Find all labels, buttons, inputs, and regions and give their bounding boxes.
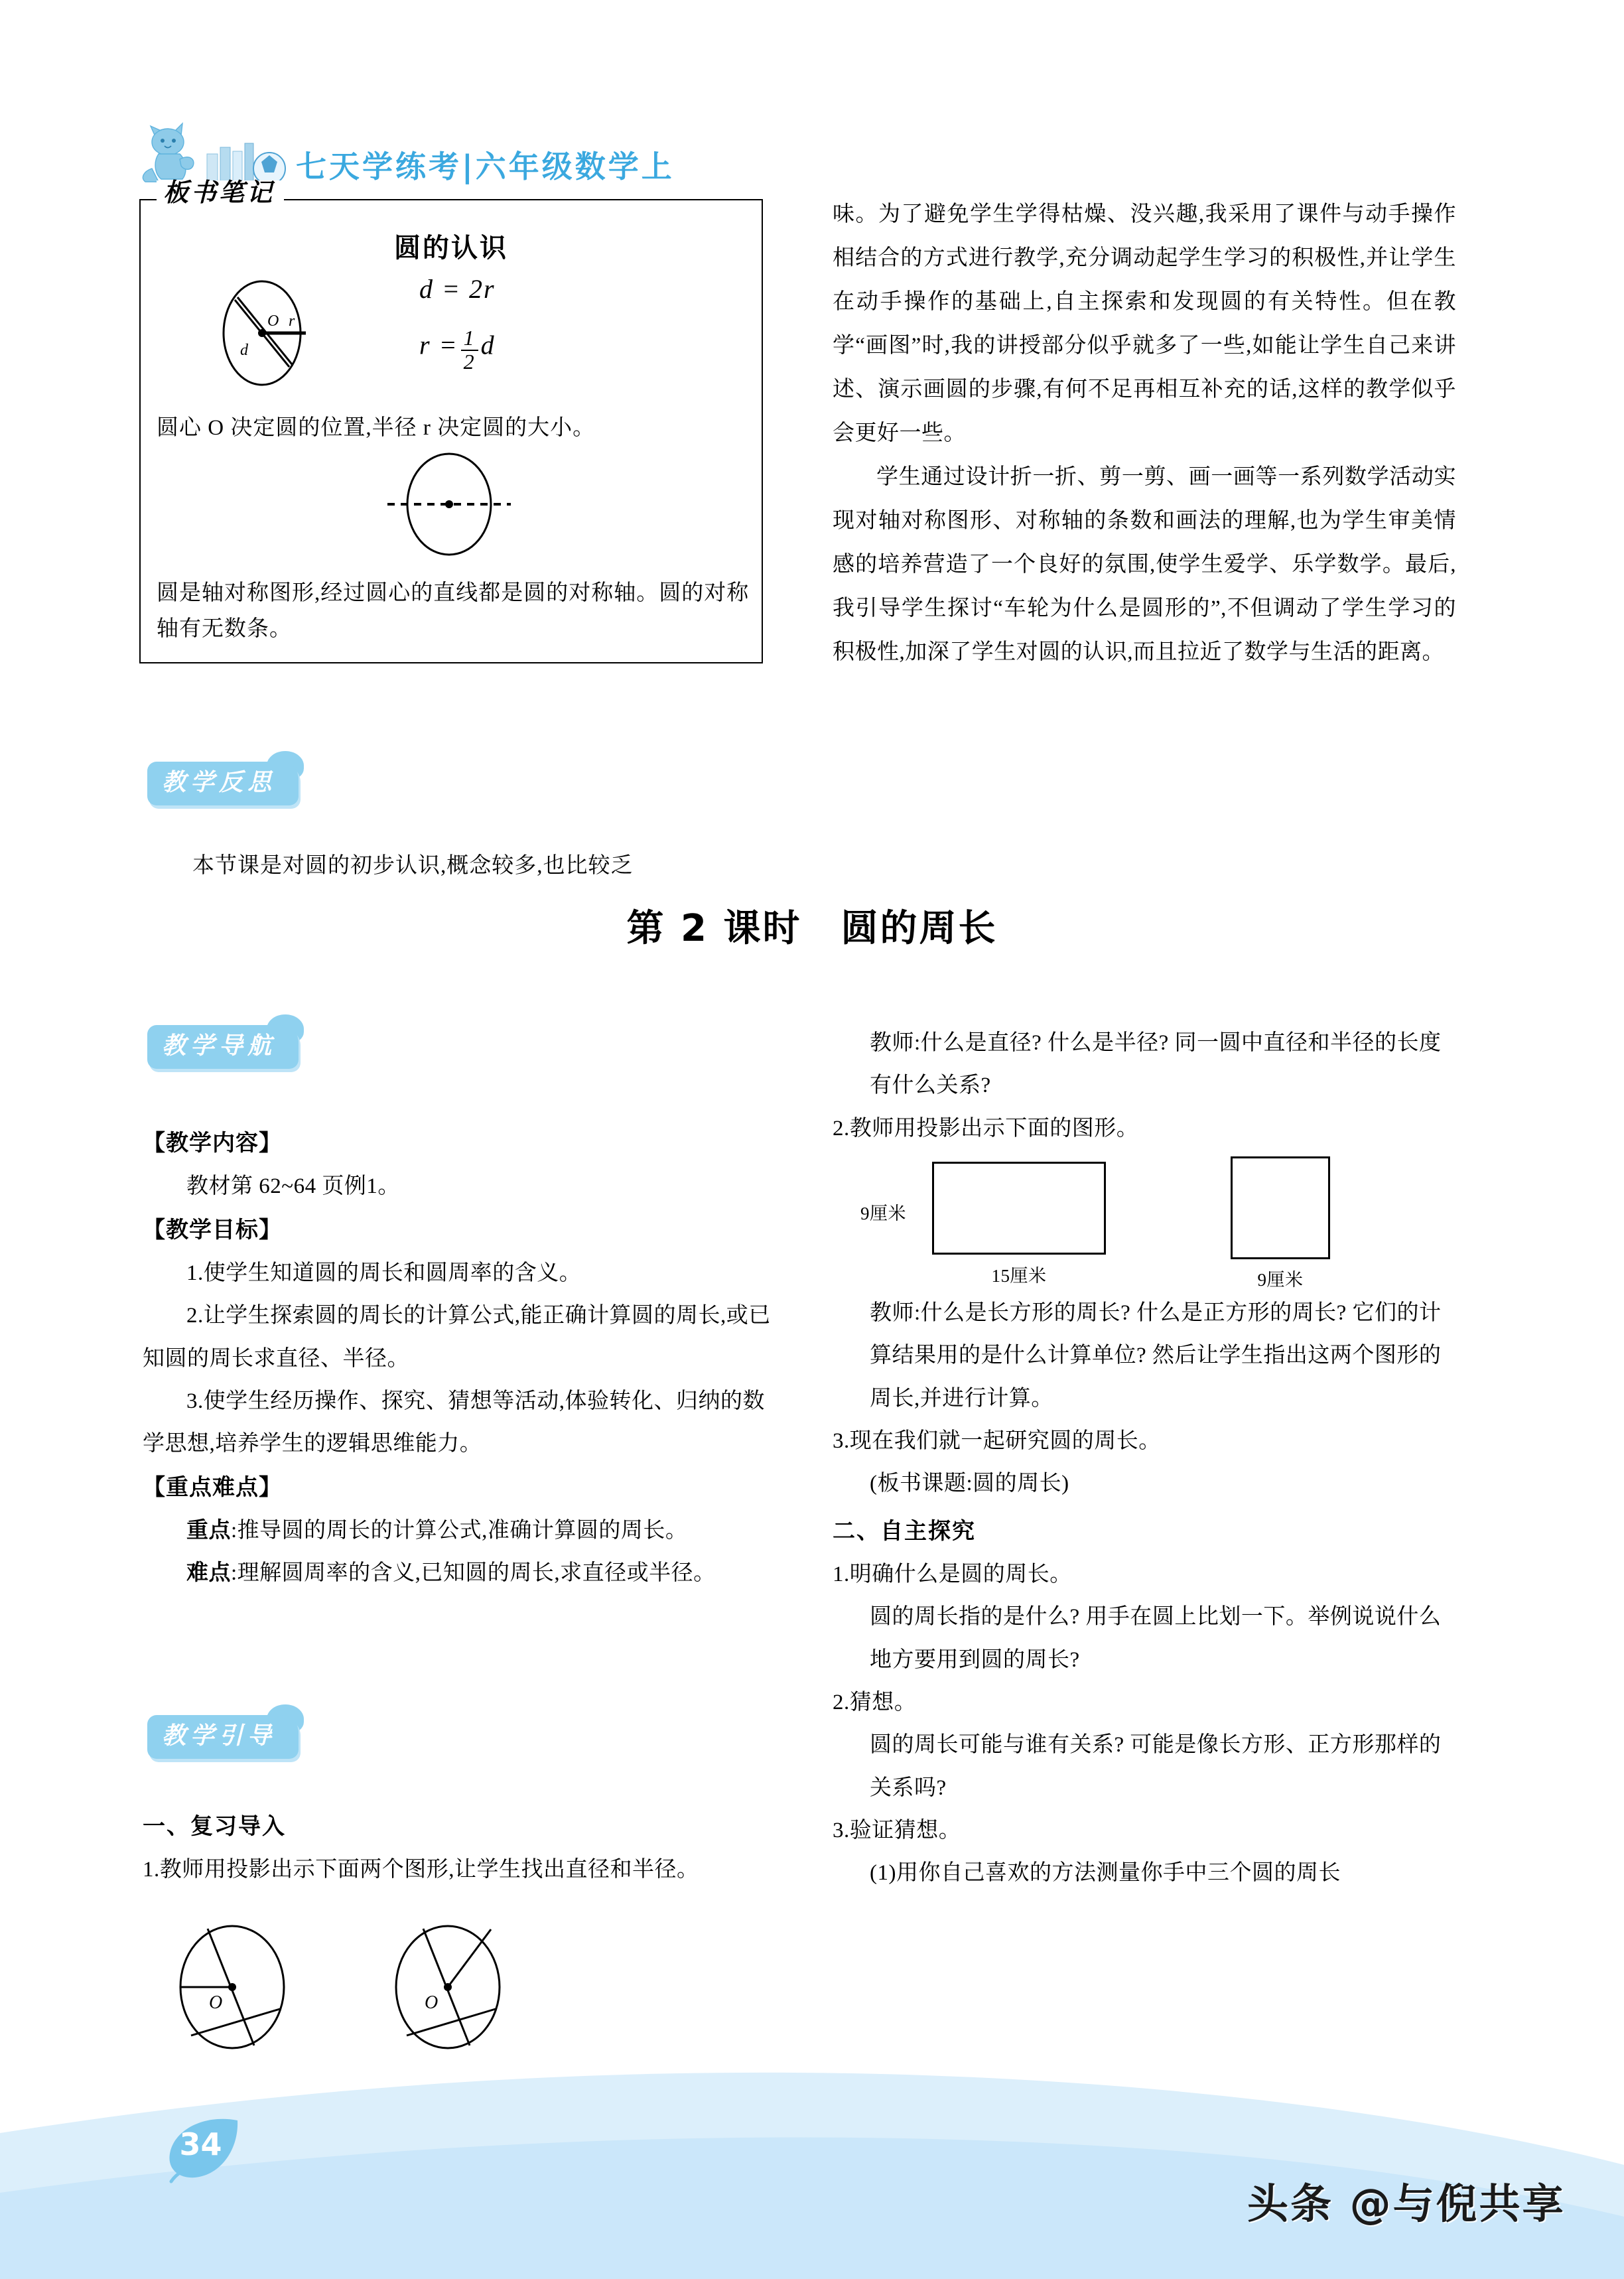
rectangle-shape [932, 1162, 1106, 1255]
notes-statement-1: 圆心 O 决定圆的位置,半径 r 决定圆的大小。 [157, 416, 596, 440]
circle-diameter-radius-figure [204, 270, 389, 396]
review-section-heading: 一、复习导入 [143, 1813, 286, 1840]
teacher-question-1: 教师:什么是直径? 什么是半径? 同一圆中直径和半径的长度有什么关系? [870, 1031, 1442, 1098]
cat-mascot-icon [136, 121, 206, 186]
notes-title: 圆的认识 [394, 233, 508, 263]
reflection-paragraph-2: 学生通过设计折一折、剪一剪、画一画等一系列数学活动实现对轴对称图形、对称轴的条数和画法的理解,也为学生审美情感的培养营造了一个良好的氛围,使学生爱学、乐学数学。最后,我引导学生探讨“车轮为什么是圆形的”,不但调动了学生学习的积极性,加深了学生对圆的认识,而且拉近了数学与生活的距离。 [833, 465, 1456, 664]
formula-radius-tail: d [480, 330, 496, 360]
square-shape [1231, 1156, 1330, 1259]
keypoint-text: :推导圆的周长的计算公式,准确计算圆的周长。 [231, 1518, 688, 1543]
notes-statement-2: 圆是轴对称图形,经过圆心的直线都是圆的对称轴。圆的对称轴有无数条。 [157, 581, 750, 642]
objective-item-3: 3.使学生经历操作、探究、猜想等活动,体验转化、归纳的数学思想,培养学生的逻辑思维能力。 [143, 1389, 765, 1456]
two-circles-figure [143, 1907, 773, 2073]
reflection-right-column [833, 192, 1456, 674]
svg-text:O: O [209, 1992, 223, 2013]
page-header [136, 113, 799, 186]
objective-item-1: 1.使学生知道圆的周长和圆周率的含义。 [186, 1261, 582, 1285]
reflection-paragraph-1: 味。为了避免学生学得枯燥、没兴趣,我采用了课件与动手操作相结合的方式进行教学,充分调动起学生学习的积极性,并让学生在动手操作的基础上,自主探索和发现圆的有关特性。但在教学“画图”时,我的讲授部分似乎就多了一些,如能让学生自己来讲述、演示画圆的步骤,有何不足再相互补充的话,这样的教学似乎会更好一些。 [833, 202, 1456, 445]
keypoint-line [143, 1509, 773, 1552]
lower-left-column-continued [143, 1805, 773, 2073]
rectangle-square-figure [833, 1162, 1463, 1288]
formula-diameter: d = 2r [419, 274, 496, 304]
teaching-lead-badge-label: 教学引导 [147, 1715, 299, 1759]
teaching-content-heading: 【教学内容】 [143, 1130, 282, 1156]
teaching-content-text: 教材第 62~64 页例1。 [186, 1174, 400, 1199]
square-side-label: 9厘米 [1257, 1270, 1304, 1290]
circle-symmetry-axis-figure [340, 446, 559, 565]
formula-radius-lhs: r = [419, 330, 458, 360]
lower-right-column [833, 1022, 1463, 1895]
explore-section-heading: 二、自主探究 [833, 1517, 976, 1545]
rectangle-height-label: 9厘米 [860, 1204, 906, 1224]
svg-text:O: O [267, 312, 279, 330]
teaching-reflection-badge [147, 762, 299, 805]
keypoint-label: 重点 [186, 1518, 231, 1543]
explore-item-3-body: (1)用你自己喜欢的方法测量你手中三个圆的周长 [870, 1861, 1341, 1886]
explore-item-2: 2.猜想。 [833, 1691, 917, 1715]
teaching-lead-badge [147, 1715, 299, 1759]
teaching-reflection-badge-label: 教学反思 [147, 762, 299, 805]
page-number: 34 [179, 2126, 222, 2162]
fraction-one-half [461, 327, 478, 373]
circle-formulas [419, 273, 698, 395]
keypoint-heading: 【重点难点】 [143, 1474, 282, 1501]
svg-text:O: O [425, 1992, 439, 2013]
notes-legend-label: 板书笔记 [157, 180, 284, 206]
teaching-guide-badge [147, 1025, 299, 1069]
rectangle-width-label: 15厘米 [991, 1266, 1047, 1286]
lesson-title: 第 2 课时 圆的周长 [626, 907, 998, 950]
explore-item-1-body: 圆的周长指的是什么? 用手在圆上比划一下。举例说说什么地方要用到圆的周长? [870, 1605, 1442, 1672]
explore-item-1: 1.明确什么是圆的周长。 [833, 1562, 1072, 1587]
blackboard-notes-box [139, 199, 763, 663]
board-topic-note: (板书课题:圆的周长) [870, 1472, 1069, 1496]
formula-radius [419, 327, 698, 373]
watermark: 头条 @与倪共享 [1247, 2179, 1566, 2228]
review-item-2: 2.教师用投影出示下面的图形。 [833, 1116, 1139, 1140]
header-title: 七天学练考|六年级数学上 [296, 149, 675, 184]
fraction-numerator: 1 [461, 327, 478, 351]
review-item-3: 3.现在我们就一起研究圆的周长。 [833, 1429, 1161, 1454]
difficulty-text: :理解圆周率的含义,已知圆的周长,求直径或半径。 [231, 1561, 716, 1586]
explore-item-3: 3.验证猜想。 [833, 1819, 961, 1843]
objective-item-2: 2.让学生探索圆的周长的计算公式,能正确计算圆的周长,或已知圆的周长求直径、半径。 [143, 1304, 771, 1371]
square-shape-group [1231, 1156, 1330, 1290]
teaching-guide-badge-label: 教学导航 [147, 1025, 299, 1069]
svg-text:r: r [289, 312, 295, 330]
review-item-1: 1.教师用投影出示下面两个图形,让学生找出直径和半径。 [143, 1858, 699, 1882]
svg-text:d: d [240, 342, 248, 359]
rectangle-shape-group [860, 1162, 1106, 1286]
lower-left-column [143, 1121, 773, 1595]
difficulty-label: 难点 [186, 1561, 231, 1586]
footer-wave-decoration [0, 2053, 1624, 2279]
teacher-question-2: 教师:什么是长方形的周长? 什么是正方形的周长? 它们的计算结果用的是什么计算单位? 然后让学生指出这两个图形的周长,并进行计算。 [870, 1301, 1442, 1411]
fraction-denominator: 2 [463, 349, 476, 374]
reflection-left-text: 本节课是对圆的初步认识,概念较多,也比较乏 [192, 854, 634, 878]
difficulty-line [143, 1552, 773, 1594]
teaching-objectives-heading: 【教学目标】 [143, 1216, 282, 1243]
explore-item-2-body: 圆的周长可能与谁有关系? 可能是像长方形、正方形那样的关系吗? [870, 1733, 1442, 1800]
